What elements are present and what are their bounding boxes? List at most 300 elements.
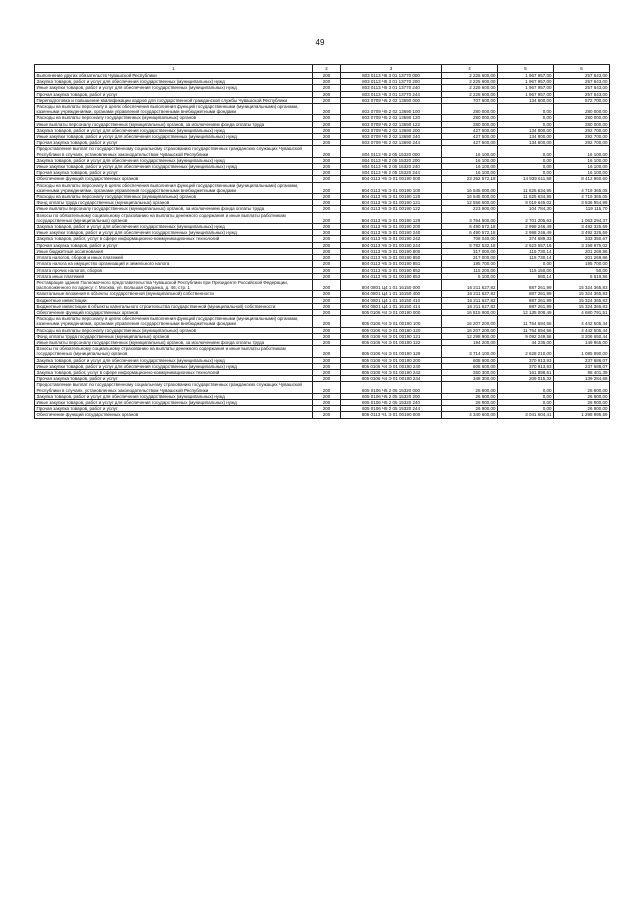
row-unexecuted-amount: 4 442 505,44: [554, 327, 610, 333]
row-budget-code: 806 0113 Ч1 Э 01 00190 000: [341, 412, 442, 418]
row-executed-amount: 0,00: [498, 399, 554, 405]
row-description: Иные закупки товаров, работ и услуг для обеспечения государственных (муниципальных) нужд: [35, 399, 313, 405]
row-line-code: 200: [313, 327, 341, 333]
row-budget-code: 804 0113 Ч5 2 05 15320 000: [341, 146, 442, 157]
row-budget-code: 804 0113 Ч5 Э 01 00190 100: [341, 182, 442, 193]
row-description: Предоставление выплат по государственному социальному страхованию государственных гражданских служащих Чувашской Республики в случаях, установленных законодательством Чувашской Республики: [35, 146, 313, 157]
row-budget-code: 805 0106 Ч4 Э 01 00190 240: [341, 363, 442, 369]
row-unexecuted-amount: 1 085 890,00: [554, 346, 610, 357]
row-executed-amount: 1 967 957,00: [498, 79, 554, 85]
row-budget-code: 804 0113 Ч5 Э 01 00190 800: [341, 248, 442, 254]
header-col-1: 1: [35, 65, 313, 73]
row-budget-code: 803 0113 Ч5 3 01 13770 244: [341, 91, 442, 97]
row-executed-amount: 11 764 694,56: [498, 327, 554, 333]
row-executed-amount: 374 689,33: [498, 236, 554, 242]
row-budget-code: 804 0113 Ч5 Э 01 00190 244: [341, 242, 442, 248]
row-unexecuted-amount: 257 643,00: [554, 91, 610, 97]
row-line-code: 200: [313, 176, 341, 182]
row-budget-code: 804 0113 Ч5 Э 01 00190 240: [341, 230, 442, 236]
row-description: Взносы по обязательному социальному страхованию на выплаты денежного содержания и иные выплаты работникам государственных (муниципальных) органов: [35, 212, 313, 223]
row-line-code: 200: [313, 279, 341, 290]
row-executed-amount: 9 019 645,02: [498, 200, 554, 206]
row-description: Фонд оплаты труда государственных (муниципальных) органов: [35, 200, 313, 206]
row-budget-code: 804 0113 Ч5 2 05 15320 240: [341, 164, 442, 170]
row-description: Обеспечение функций государственных органов: [35, 176, 313, 182]
row-unexecuted-amount: 16 100,00: [554, 170, 610, 176]
row-description: Фонд оплаты труда государственных (муниципальных) органов: [35, 333, 313, 339]
row-line-code: 200: [313, 140, 341, 146]
header-col-2: 2: [313, 65, 341, 73]
row-budget-code: 805 0106 Ч4 Э 01 00190 000: [341, 309, 442, 315]
row-line-code: 200: [313, 115, 341, 121]
row-unexecuted-amount: 16 100,00: [554, 157, 610, 163]
row-line-code: 200: [313, 79, 341, 85]
row-approved-amount: 16 207 200,00: [442, 316, 498, 327]
row-unexecuted-amount: 257 643,00: [554, 85, 610, 91]
row-line-code: 200: [313, 127, 341, 133]
row-budget-code: 804 0801 Ц4 1 01 16150 414: [341, 303, 442, 309]
row-line-code: 200: [313, 73, 341, 79]
row-line-code: 200: [313, 182, 341, 193]
row-description: Расходы на выплаты персоналу государственных (муниципальных) органов: [35, 327, 313, 333]
row-unexecuted-amount: 237 686,07: [554, 363, 610, 369]
row-line-code: 200: [313, 230, 341, 236]
row-approved-amount: 12 298 900,00: [442, 333, 498, 339]
row-line-code: 200: [313, 291, 341, 297]
row-approved-amount: 2 225 600,00: [442, 79, 498, 85]
row-budget-code: 804 0801 Ц4 1 01 16150 000: [341, 279, 442, 290]
row-description: Иные закупки товаров, работ и услуг для обеспечения государственных (муниципальных) нужд: [35, 230, 313, 236]
row-description: Расходы на выплаты персоналу в целях обеспечения выполнения функций государственными (муниципальными) органами, казенными учреждениями, органами управления государственными внебюджетными фондами: [35, 316, 313, 327]
row-approved-amount: 280 000,00: [442, 104, 498, 115]
row-description: Иные закупки товаров, работ и услуг для обеспечения государственных (муниципальных) нужд: [35, 134, 313, 140]
row-description: Переподготовка и повышение квалификации кадров для государственной гражданской службы Чувашской Республики: [35, 97, 313, 103]
row-description: Капитальные вложения в объекты государственной (муниципальной) собственности: [35, 291, 313, 297]
row-approved-amount: 2 225 600,00: [442, 73, 498, 79]
row-budget-code: 804 0801 Ц4 1 01 16150 400: [341, 291, 442, 297]
row-line-code: 200: [313, 224, 341, 230]
row-unexecuted-amount: 5 519,86: [554, 273, 610, 279]
row-budget-code: 803 0113 Ч5 3 01 13770 000: [341, 73, 442, 79]
row-executed-amount: 11 764 694,56: [498, 316, 554, 327]
row-budget-code: 805 0106 Ч4 Э 01 00190 244: [341, 376, 442, 382]
row-description: Закупка товаров, работ, услуг в сфере информационно-коммуникационных технологий: [35, 236, 313, 242]
row-approved-amount: 4 340 600,00: [442, 412, 498, 418]
row-approved-amount: 6 490 572,18: [442, 230, 498, 236]
row-budget-code: 804 0113 Ч5 2 05 15320 200: [341, 157, 442, 163]
row-approved-amount: 26 900,00: [442, 382, 498, 393]
row-executed-amount: 115 730,14: [498, 248, 554, 254]
row-unexecuted-amount: 201 269,86: [554, 248, 610, 254]
row-budget-code: 804 0801 Ц4 1 01 16150 410: [341, 297, 442, 303]
row-unexecuted-amount: 201 269,86: [554, 255, 610, 261]
row-description: Уплата прочих налогов, сборов: [35, 267, 313, 273]
row-line-code: 200: [313, 170, 341, 176]
row-executed-amount: 2 701 205,63: [498, 212, 554, 223]
table-header: [35, 65, 610, 73]
row-approved-amount: 115 200,00: [442, 267, 498, 273]
row-description: Прочая закупка товаров, работ и услуг: [35, 140, 313, 146]
row-line-code: 200: [313, 303, 341, 309]
row-description: Расходы на выплаты персоналу государственных (муниципальных) органов: [35, 194, 313, 200]
row-description: Иные закупки товаров, работ и услуг для обеспечения государственных (муниципальных) нужд: [35, 363, 313, 369]
row-unexecuted-amount: 4 719 365,05: [554, 182, 610, 193]
row-approved-amount: 16 545 000,00: [442, 182, 498, 193]
row-executed-amount: 115 730,14: [498, 255, 554, 261]
row-executed-amount: 370 913,93: [498, 363, 554, 369]
row-description: Уплата налога на имущество организаций и земельного налога: [35, 261, 313, 267]
row-budget-code: 805 0106 Ч5 2 05 15320 240: [341, 399, 442, 405]
row-unexecuted-amount: 3 158 975,02: [554, 242, 610, 248]
table-row: [35, 412, 610, 418]
row-executed-amount: 3 041 604,41: [498, 412, 554, 418]
row-unexecuted-amount: 15 324 365,83: [554, 297, 610, 303]
row-executed-amount: 0,00: [498, 146, 554, 157]
row-executed-amount: 209 015,32: [498, 376, 554, 382]
row-description: Иные выплаты персоналу государственных (муниципальных) органов, за исключением фонда оплаты труда: [35, 206, 313, 212]
row-approved-amount: 16 100,00: [442, 146, 498, 157]
row-approved-amount: 16 100,00: [442, 170, 498, 176]
row-approved-amount: 708 040,00: [442, 236, 498, 242]
row-description: Прочая закупка товаров, работ и услуг: [35, 91, 313, 97]
row-line-code: 200: [313, 97, 341, 103]
row-approved-amount: 16 207 200,00: [442, 327, 498, 333]
row-line-code: 200: [313, 369, 341, 375]
row-line-code: 200: [313, 382, 341, 393]
row-description: Прочая закупка товаров, работ и услуг: [35, 242, 313, 248]
table-row: [35, 104, 610, 115]
row-description: Бюджетные инвестиции: [35, 297, 313, 303]
row-approved-amount: 3 764 500,00: [442, 212, 498, 223]
row-approved-amount: 5 782 532,18: [442, 242, 498, 248]
row-budget-code: 803 0113 Ч5 3 01 13770 200: [341, 79, 442, 85]
row-executed-amount: 12 135 008,49: [498, 309, 554, 315]
row-approved-amount: 427 500,00: [442, 127, 498, 133]
row-description: Иные закупки товаров, работ и услуг для обеспечения государственных (муниципальных) нужд: [35, 164, 313, 170]
row-line-code: 200: [313, 393, 341, 399]
row-executed-amount: 2 998 246,49: [498, 224, 554, 230]
row-unexecuted-amount: 16 100,00: [554, 164, 610, 170]
row-unexecuted-amount: 15 324 365,83: [554, 279, 610, 290]
row-unexecuted-amount: 26 900,00: [554, 406, 610, 412]
row-unexecuted-amount: 15 324 365,83: [554, 291, 610, 297]
row-budget-code: 803 0113 Ч5 3 01 13770 240: [341, 85, 442, 91]
row-executed-amount: 0,00: [498, 382, 554, 393]
row-executed-amount: 115 150,00: [498, 267, 554, 273]
row-unexecuted-amount: 50,00: [554, 267, 610, 273]
row-budget-code: 804 0113 Ч5 Э 01 00190 853: [341, 273, 442, 279]
row-executed-amount: 1 967 957,00: [498, 85, 554, 91]
row-budget-code: 805 0106 Ч5 2 05 15320 200: [341, 393, 442, 399]
row-description: Уплата налогов, сборов и иных платежей: [35, 255, 313, 261]
row-line-code: 200: [313, 157, 341, 163]
row-unexecuted-amount: 280 000,00: [554, 104, 610, 115]
row-budget-code: 805 0106 Ч4 Э 01 00190 200: [341, 357, 442, 363]
row-budget-code: 805 0106 Ч4 Э 01 00190 122: [341, 339, 442, 345]
row-executed-amount: 0,00: [498, 261, 554, 267]
row-approved-amount: 2 225 600,00: [442, 91, 498, 97]
row-executed-amount: 1 967 957,00: [498, 73, 554, 79]
budget-execution-table: [34, 64, 610, 419]
row-line-code: 200: [313, 412, 341, 418]
row-unexecuted-amount: 572 700,00: [554, 97, 610, 103]
row-line-code: 200: [313, 146, 341, 157]
row-description: Взносы по обязательному социальному страхованию на выплаты денежного содержания и иные выплаты работникам государственных (муниципальных) органов: [35, 346, 313, 357]
row-description: Предоставление выплат по государственному социальному страхованию государственных гражданских служащих Чувашской Республики в случаях, установленных законодательством Чувашской Республики: [35, 382, 313, 393]
row-budget-code: 803 0709 Ч5 2 02 13690 240: [341, 134, 442, 140]
row-executed-amount: 11 825 634,95: [498, 182, 554, 193]
row-executed-amount: 887 261,99: [498, 279, 554, 290]
row-unexecuted-amount: 292 700,00: [554, 134, 610, 140]
row-description: Закупка товаров, работ и услуг для обеспечения государственных (муниципальных) нужд: [35, 127, 313, 133]
row-budget-code: 804 0113 Ч5 Э 01 00190 850: [341, 255, 442, 261]
row-line-code: 200: [313, 273, 341, 279]
table-row: [35, 182, 610, 193]
row-unexecuted-amount: 1 063 294,37: [554, 212, 610, 223]
row-executed-amount: 104 784,30: [498, 206, 554, 212]
row-approved-amount: 16 100,00: [442, 164, 498, 170]
row-budget-code: 803 0709 Ч5 2 02 13690 244: [341, 140, 442, 146]
row-description: Реставрация здания Полномочного представительства Чувашской Республики при Президенте Российской Федерации, расположенного по адресу: г. Москва, ул. Большая Ордынка, д. 46, стр. 1: [35, 279, 313, 290]
row-line-code: 200: [313, 212, 341, 223]
row-line-code: 200: [313, 297, 341, 303]
row-description: Расходы на выплаты персоналу государственных (муниципальных) органов: [35, 115, 313, 121]
row-unexecuted-amount: 292 700,00: [554, 127, 610, 133]
row-line-code: 200: [313, 376, 341, 382]
row-budget-code: 805 0106 Ч4 Э 01 00190 129: [341, 346, 442, 357]
row-unexecuted-amount: 26 900,00: [554, 382, 610, 393]
row-approved-amount: 16 211 627,82: [442, 291, 498, 297]
row-executed-amount: 134 800,00: [498, 134, 554, 140]
row-executed-amount: 0,00: [498, 393, 554, 399]
row-description: Прочая закупка товаров, работ и услуг: [35, 170, 313, 176]
header-col-4: 4: [442, 65, 498, 73]
row-description: Бюджетные инвестиции в объекты капитального строительства государственной (муниципальной) собственности: [35, 303, 313, 309]
row-budget-code: 803 0709 Ч5 2 02 13690 000: [341, 97, 442, 103]
table-row: [35, 316, 610, 327]
row-executed-amount: 0,00: [498, 157, 554, 163]
row-approved-amount: 260 300,00: [442, 369, 498, 375]
row-approved-amount: 16 211 627,82: [442, 303, 498, 309]
row-executed-amount: 161 898,61: [498, 369, 554, 375]
row-unexecuted-amount: 26 900,00: [554, 399, 610, 405]
row-budget-code: 804 0113 Ч5 2 05 15320 244: [341, 170, 442, 176]
row-executed-amount: 887 261,99: [498, 303, 554, 309]
row-line-code: 200: [313, 316, 341, 327]
row-description: Прочая закупка товаров, работ и услуг: [35, 406, 313, 412]
row-approved-amount: 3 714 100,00: [442, 346, 498, 357]
table-row: [35, 382, 610, 393]
row-unexecuted-amount: 1 298 995,59: [554, 412, 610, 418]
row-unexecuted-amount: 26 900,00: [554, 393, 610, 399]
row-unexecuted-amount: 3 492 325,69: [554, 230, 610, 236]
row-executed-amount: 580,14: [498, 273, 554, 279]
row-executed-amount: 11 825 634,95: [498, 194, 554, 200]
row-description: Закупка товаров, работ и услуг для обеспечения государственных (муниципальных) нужд: [35, 393, 313, 399]
row-executed-amount: 0,00: [498, 406, 554, 412]
row-unexecuted-amount: 3 206 650,44: [554, 333, 610, 339]
row-line-code: 200: [313, 357, 341, 363]
row-budget-code: 805 0106 Ч4 Э 01 00190 242: [341, 369, 442, 375]
row-executed-amount: 2 623 557,16: [498, 242, 554, 248]
row-approved-amount: 26 900,00: [442, 399, 498, 405]
row-budget-code: 803 0709 Ч5 2 02 13690 120: [341, 115, 442, 121]
row-executed-amount: 0,00: [498, 170, 554, 176]
row-budget-code: 803 0709 Ч5 2 02 13690 100: [341, 104, 442, 115]
row-line-code: 200: [313, 194, 341, 200]
page-number: 49: [315, 38, 325, 47]
header-col-5: 5: [498, 65, 554, 73]
row-line-code: 200: [313, 236, 341, 242]
row-line-code: 200: [313, 206, 341, 212]
row-approved-amount: 427 500,00: [442, 140, 498, 146]
row-executed-amount: 0,00: [498, 104, 554, 115]
row-budget-code: 804 0113 Ч5 Э 01 00190 121: [341, 200, 442, 206]
row-approved-amount: 2 225 600,00: [442, 85, 498, 91]
row-unexecuted-amount: 237 686,07: [554, 357, 610, 363]
row-approved-amount: 427 500,00: [442, 134, 498, 140]
row-line-code: 200: [313, 242, 341, 248]
row-unexecuted-amount: 4 680 791,51: [554, 309, 610, 315]
row-unexecuted-amount: 292 700,00: [554, 140, 610, 146]
row-budget-code: 805 0106 Ч4 Э 01 00190 120: [341, 327, 442, 333]
table-row: [35, 212, 610, 223]
row-approved-amount: 280 000,00: [442, 121, 498, 127]
row-description: Расходы на выплаты персоналу в целях обеспечения выполнения функций государственными (муниципальными) органами, казенными учреждениями, органами управления государственными внебюджетными фондами: [35, 182, 313, 193]
row-unexecuted-amount: 280 000,00: [554, 121, 610, 127]
row-description: Расходы на выплаты персоналу в целях обеспечения выполнения функций государственными (муниципальными) органами, казенными учреждениями, органами управления государственными внебюджетными фондами: [35, 104, 313, 115]
row-unexecuted-amount: 98 401,39: [554, 369, 610, 375]
row-unexecuted-amount: 195 700,00: [554, 261, 610, 267]
row-approved-amount: 348 300,00: [442, 376, 498, 382]
row-line-code: 200: [313, 200, 341, 206]
row-executed-amount: 0,00: [498, 164, 554, 170]
row-unexecuted-amount: 257 643,00: [554, 73, 610, 79]
row-approved-amount: 6 490 572,18: [442, 224, 498, 230]
row-description: Выполнение других обязательств Чувашской Республики: [35, 73, 313, 79]
row-executed-amount: 44 235,00: [498, 339, 554, 345]
row-budget-code: 804 0113 Ч5 Э 01 00190 129: [341, 212, 442, 223]
row-line-code: 200: [313, 261, 341, 267]
table-row: [35, 346, 610, 357]
row-unexecuted-amount: 4 719 365,05: [554, 194, 610, 200]
row-unexecuted-amount: 149 965,00: [554, 339, 610, 345]
row-line-code: 200: [313, 255, 341, 261]
row-line-code: 200: [313, 346, 341, 357]
row-line-code: 200: [313, 406, 341, 412]
row-line-code: 200: [313, 333, 341, 339]
row-executed-amount: 2 628 210,00: [498, 346, 554, 357]
row-budget-code: 804 0113 Ч5 Э 01 00190 122: [341, 206, 442, 212]
row-description: Иные выплаты персоналу государственных (муниципальных) органов, за исключением фонда оплаты труда: [35, 339, 313, 345]
row-approved-amount: 12 556 600,00: [442, 200, 498, 206]
row-line-code: 200: [313, 267, 341, 273]
row-budget-code: 805 0106 Ч4 Э 01 00190 100: [341, 316, 442, 327]
row-line-code: 200: [313, 363, 341, 369]
header-col-6: 6: [554, 65, 610, 73]
row-executed-amount: 14 939 611,58: [498, 176, 554, 182]
row-executed-amount: 887 261,99: [498, 297, 554, 303]
row-budget-code: 805 0106 Ч4 Э 01 00190 121: [341, 333, 442, 339]
row-line-code: 200: [313, 248, 341, 254]
table-row: [35, 279, 610, 290]
row-line-code: 200: [313, 164, 341, 170]
row-unexecuted-amount: 3 492 325,69: [554, 224, 610, 230]
row-approved-amount: 16 211 627,82: [442, 297, 498, 303]
row-approved-amount: 26 900,00: [442, 406, 498, 412]
table-row: [35, 146, 610, 157]
row-approved-amount: 16 100,00: [442, 157, 498, 163]
row-approved-amount: 23 352 572,18: [442, 176, 498, 182]
row-line-code: 200: [313, 399, 341, 405]
row-executed-amount: 1 967 957,00: [498, 91, 554, 97]
row-unexecuted-amount: 8 412 960,60: [554, 176, 610, 182]
row-executed-amount: 2 998 246,49: [498, 230, 554, 236]
row-line-code: 200: [313, 85, 341, 91]
row-budget-code: 805 0106 Ч5 2 05 15320 000: [341, 382, 442, 393]
row-executed-amount: 134 800,00: [498, 97, 554, 103]
row-unexecuted-amount: 257 643,00: [554, 79, 610, 85]
row-approved-amount: 194 200,00: [442, 339, 498, 345]
row-line-code: 200: [313, 91, 341, 97]
row-description: Закупка товаров, работ и услуг для обеспечения государственных (муниципальных) нужд: [35, 357, 313, 363]
row-budget-code: 804 0113 Ч5 Э 01 00190 851: [341, 261, 442, 267]
row-executed-amount: 134 800,00: [498, 140, 554, 146]
row-line-code: 200: [313, 121, 341, 127]
row-unexecuted-amount: 3 536 954,98: [554, 200, 610, 206]
table-row: [35, 176, 610, 182]
row-executed-amount: 9 092 249,56: [498, 333, 554, 339]
row-description: Закупка товаров, работ, услуг в сфере информационно-коммуникационных технологий: [35, 369, 313, 375]
row-approved-amount: 26 900,00: [442, 393, 498, 399]
row-unexecuted-amount: 280 000,00: [554, 115, 610, 121]
row-approved-amount: 195 700,00: [442, 261, 498, 267]
table-row: [35, 309, 610, 315]
row-line-code: 200: [313, 309, 341, 315]
header-col-3: 3: [341, 65, 442, 73]
row-approved-amount: 16 545 000,00: [442, 194, 498, 200]
row-budget-code: 805 0106 Ч5 2 05 15320 244: [341, 406, 442, 412]
row-description: Иные закупки товаров, работ и услуг для обеспечения государственных (муниципальных) нужд: [35, 85, 313, 91]
row-description: Закупка товаров, работ и услуг для обеспечения государственных (муниципальных) нужд: [35, 224, 313, 230]
table-row: [35, 194, 610, 200]
row-approved-amount: 280 000,00: [442, 115, 498, 121]
row-unexecuted-amount: 139 284,68: [554, 376, 610, 382]
row-budget-code: 803 0709 Ч5 2 02 13690 122: [341, 121, 442, 127]
row-approved-amount: 608 600,00: [442, 363, 498, 369]
row-description: Уплата иных платежей: [35, 273, 313, 279]
row-approved-amount: 608 600,00: [442, 357, 498, 363]
row-description: Прочая закупка товаров, работ и услуг: [35, 376, 313, 382]
row-unexecuted-amount: 119 115,70: [554, 206, 610, 212]
row-approved-amount: 317 000,00: [442, 248, 498, 254]
row-line-code: 200: [313, 134, 341, 140]
row-unexecuted-amount: 16 100,00: [554, 146, 610, 157]
row-budget-code: 804 0113 Ч5 Э 01 00190 852: [341, 267, 442, 273]
row-approved-amount: 16 211 627,82: [442, 279, 498, 290]
row-budget-code: 804 0113 Ч5 Э 01 00190 242: [341, 236, 442, 242]
row-line-code: 200: [313, 104, 341, 115]
row-description: Закупка товаров, работ и услуг для обеспечения государственных (муниципальных) нужд: [35, 157, 313, 163]
row-line-code: 200: [313, 339, 341, 345]
row-budget-code: 804 0113 Ч5 Э 01 00190 200: [341, 224, 442, 230]
row-executed-amount: 370 913,93: [498, 357, 554, 363]
row-approved-amount: 223 900,00: [442, 206, 498, 212]
row-approved-amount: 16 815 800,00: [442, 309, 498, 315]
row-unexecuted-amount: 4 442 505,44: [554, 316, 610, 327]
row-executed-amount: 0,00: [498, 121, 554, 127]
row-approved-amount: 6 100,00: [442, 273, 498, 279]
